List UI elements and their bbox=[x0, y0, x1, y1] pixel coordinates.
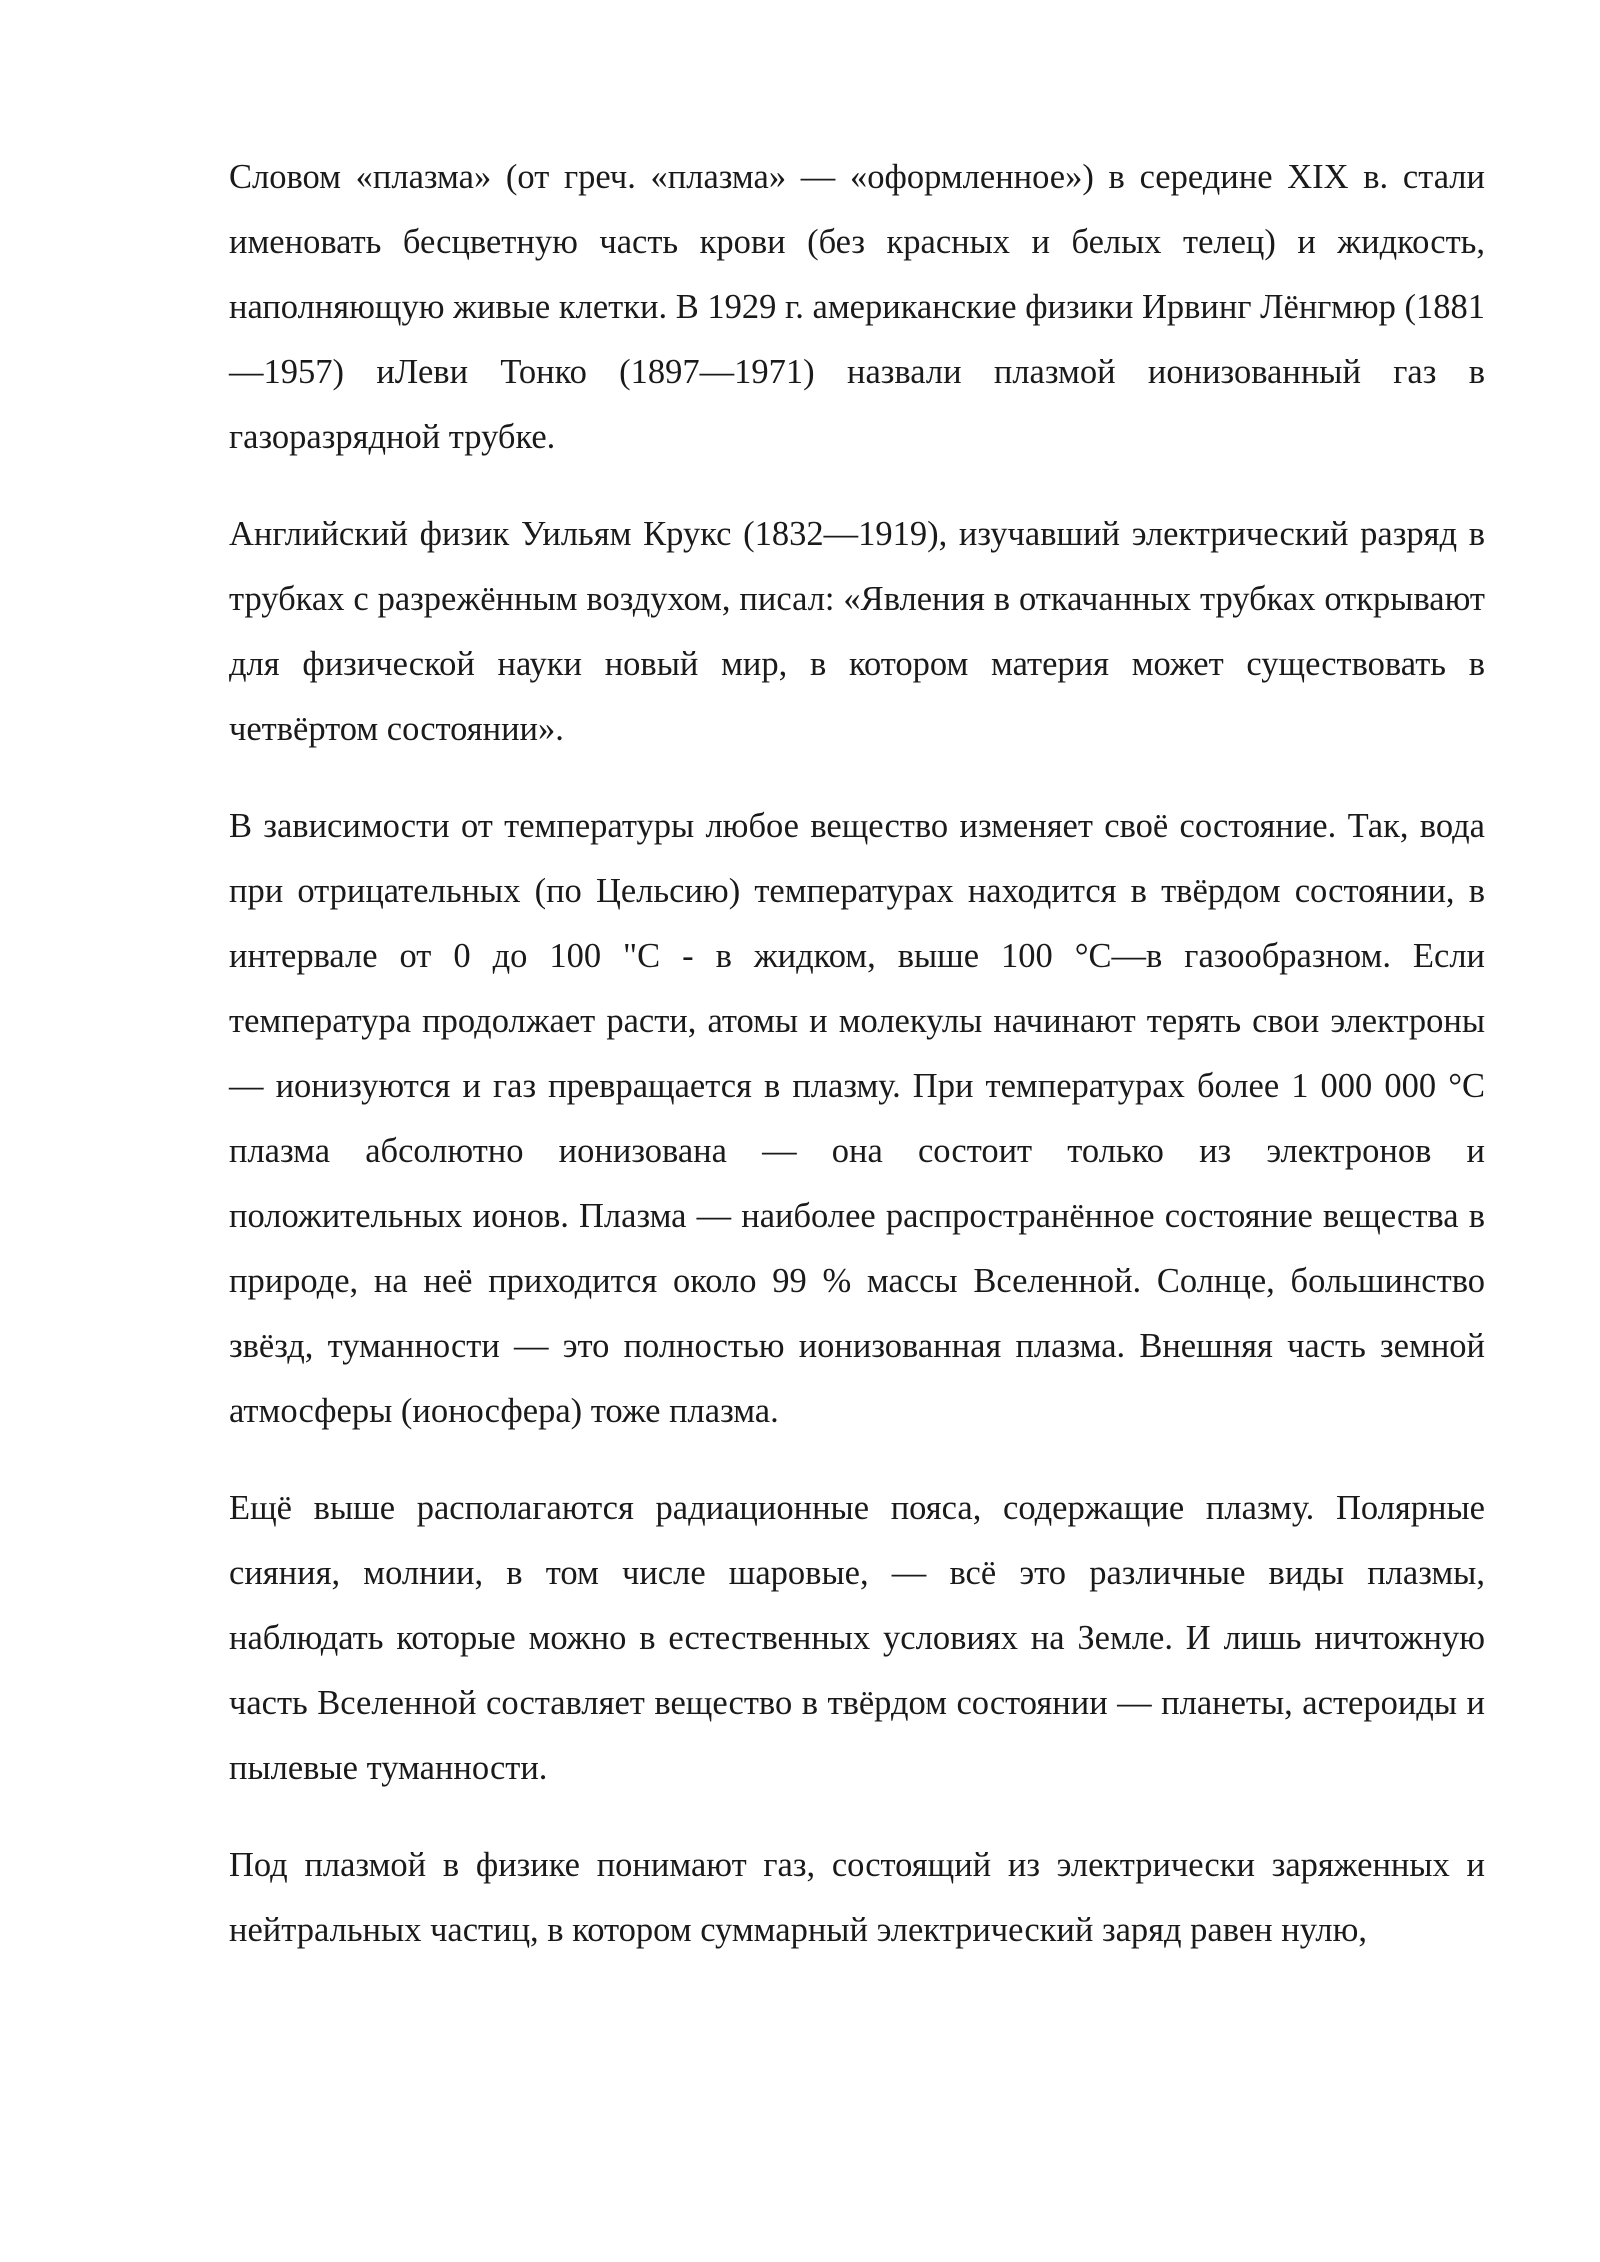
paragraph-4: Ещё выше располагаются радиационные пояса, содержащие плазму. Полярные сияния, молнии, в том числе шаровые, — всё это различные виды плазмы, наблюдать которые можно в естественных условиях на Земле. И лишь ничтожную часть Вселенной составляет вещество в твёрдом состоянии — планеты, астероиды и пылевые туманности. bbox=[229, 1489, 1485, 1787]
paragraph-5: Под плазмой в физике понимают газ, состоящий из электрически заряженных и нейтральных частиц, в котором суммарный электрический заряд равен нулю, bbox=[229, 1846, 1485, 1949]
paragraph-2: Английский физик Уильям Крукс (1832—1919), изучавший электрический разряд в трубках с разрежённым воздухом, писал: «Явления в откачанных трубках открывают для физической науки новый мир, в котором материя может существовать в четвёртом состоянии». bbox=[229, 515, 1485, 748]
paragraph-1: Словом «плазма» (от греч. «плазма» — «оформленное») в середине XIX в. стали именовать бесцветную часть крови (без красных и белых телец) и жидкость, наполняющую живые клетки. В 1929 г. американские физики Ирвинг Лёнгмюр (1881—1957) иЛеви Тонко (1897—1971) назвали плазмой ионизованный газ в газоразрядной трубке. bbox=[229, 158, 1485, 456]
document-body bbox=[229, 145, 1485, 1963]
paragraph-3: В зависимости от температуры любое вещество изменяет своё состояние. Так, вода при отрицательных (по Цельсию) температурах находится в твёрдом состоянии, в интервале от 0 до 100 "С - в жидком, выше 100 °С—в газообразном. Если температура продолжает расти, атомы и молекулы начинают терять свои электроны — ионизуются и газ превращается в плазму. При температурах более 1 000 000 °С плазма абсолютно ионизована — она состоит только из электронов и положительных ионов. Плазма — наиболее распространённое состояние вещества в природе, на неё приходится около 99 % массы Вселенной. Солнце, большинство звёзд, туманности — это полностью ионизованная плазма. Внешняя часть земной атмосферы (ионосфера) тоже плазма. bbox=[229, 807, 1485, 1430]
